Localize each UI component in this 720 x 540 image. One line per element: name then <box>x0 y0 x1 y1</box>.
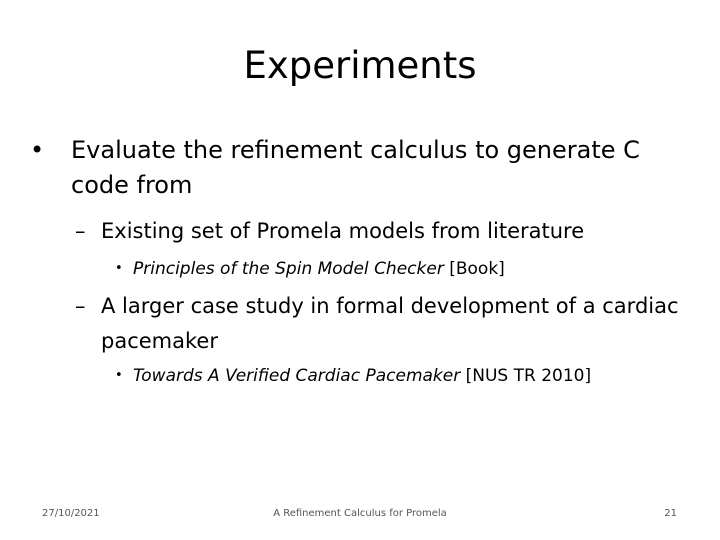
dash-marker: – <box>75 219 86 243</box>
slide-title: Experiments <box>243 44 477 87</box>
page-number: 21 <box>664 508 677 519</box>
bullet-marker: • <box>115 261 123 276</box>
bullet-marker: • <box>30 136 45 164</box>
bullet-main-text: Evaluate the refinement calculus to generate C code from <box>71 136 640 199</box>
reference-spin-book-text <box>133 257 690 281</box>
reference-spin-book <box>115 257 690 281</box>
footer-title: A Refinement Calculus for Promela <box>273 508 447 519</box>
sub-bullet-existing-models <box>75 214 690 249</box>
bullet-marker: • <box>115 368 123 383</box>
bullet-main <box>30 133 690 203</box>
reference-title: Principles of the Spin Model Checker <box>133 259 444 279</box>
reference-source: [NUS TR 2010] <box>460 366 592 386</box>
footer-date: 27/10/2021 <box>42 508 100 519</box>
reference-pacemaker-report <box>115 364 690 388</box>
sub-bullet-case-study <box>75 289 690 359</box>
reference-title: Towards A Verified Cardiac Pacemaker <box>133 366 461 386</box>
sub-bullet-case-study-text: A larger case study in formal development of a cardiac pacemaker <box>101 294 679 353</box>
reference-pacemaker-report-text <box>133 364 690 388</box>
dash-marker: – <box>75 294 86 318</box>
reference-source: [Book] <box>443 259 505 279</box>
sub-bullet-existing-models-text: Existing set of Promela models from literature <box>101 219 585 243</box>
